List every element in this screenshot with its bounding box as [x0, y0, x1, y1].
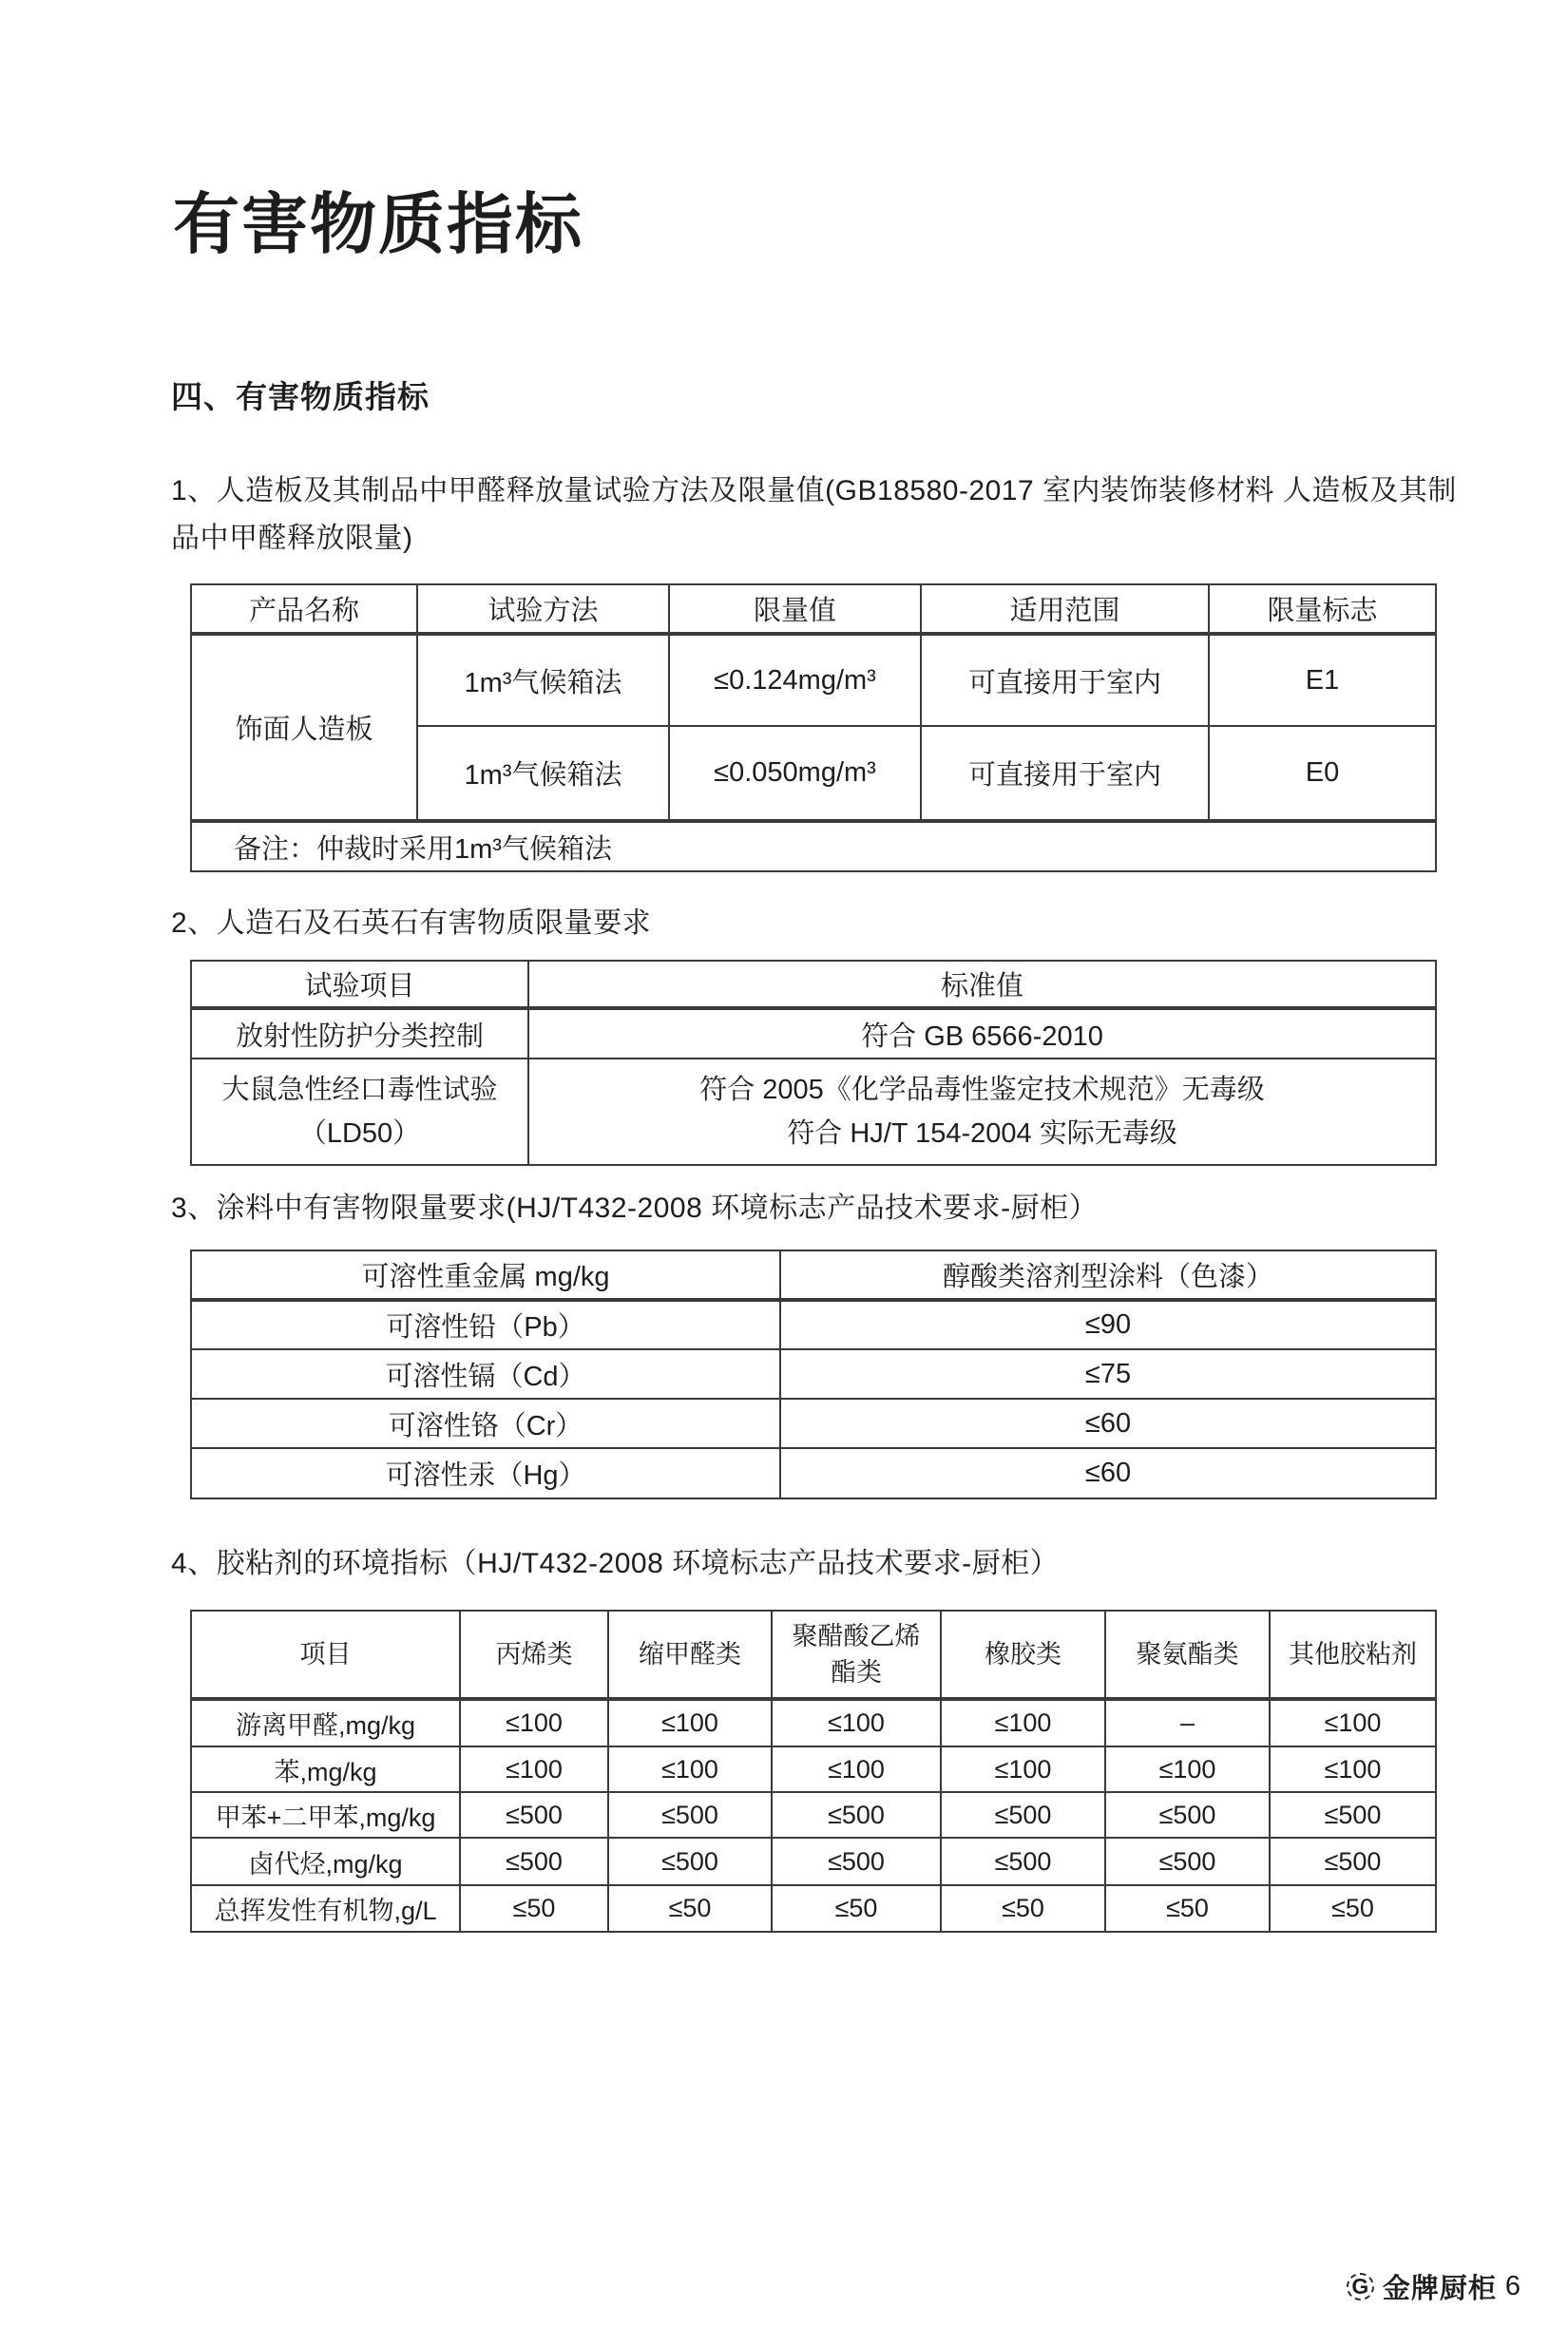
t4-cell: 游离甲醛,mg/kg	[191, 1699, 460, 1746]
t4-cell: ≤100	[1270, 1746, 1436, 1792]
t3-header-paint: 醇酸类溶剂型涂料（色漆）	[780, 1250, 1436, 1300]
stone-limits-table	[190, 960, 1437, 1166]
t4-cell: ≤50	[460, 1885, 608, 1932]
page-title: 有害物质指标	[173, 187, 583, 261]
t4-cell: 卤代烃,mg/kg	[191, 1838, 460, 1885]
section-heading: 四、有害物质指标	[171, 379, 430, 414]
t4-cell: ≤100	[460, 1746, 608, 1792]
t4-cell: ≤100	[941, 1699, 1105, 1746]
t1-note-row	[191, 821, 1436, 871]
t4-cell: ≤100	[608, 1699, 772, 1746]
t1-cell-method-1: 1m³气候箱法	[417, 634, 669, 726]
t3-cell-cr-value: ≤60	[780, 1399, 1436, 1448]
t1-header-scope: 适用范围	[921, 584, 1209, 634]
t4-cell: ≤50	[1105, 1885, 1270, 1932]
t4-cell: ≤500	[772, 1792, 941, 1838]
t4-cell: ≤100	[941, 1746, 1105, 1792]
t2-cell-toxicity-value	[528, 1059, 1436, 1165]
t3-row-hg	[191, 1448, 1436, 1498]
page-number: 6	[1504, 2271, 1520, 2301]
t1-cell-limit-1: ≤0.124mg/m³	[669, 634, 921, 726]
t3-cell-cd-name: 可溶性镉（Cd）	[191, 1349, 780, 1399]
t4-cell: ≤500	[1105, 1838, 1270, 1885]
item3-heading: 3、涂料中有害物限量要求(HJ/T432-2008 环境标志产品技术要求-厨柜）	[171, 1193, 1099, 1224]
t4-cell: ≤100	[1105, 1746, 1270, 1792]
t4-cell: ≤50	[1270, 1885, 1436, 1932]
t4-header-pva: 聚醋酸乙烯酯类	[772, 1611, 941, 1699]
t2-toxicity-name-line2: （LD50）	[298, 1118, 421, 1149]
t2-cell-toxicity-name	[191, 1059, 528, 1165]
t4-cell: ≤500	[460, 1838, 608, 1885]
t4-header-item: 项目	[191, 1611, 460, 1699]
page-footer	[1347, 2267, 1520, 2306]
t4-cell: 甲苯+二甲苯,mg/kg	[191, 1792, 460, 1838]
t4-row-formaldehyde	[191, 1699, 1436, 1746]
t4-cell: ≤500	[1105, 1792, 1270, 1838]
t4-cell: –	[1105, 1699, 1270, 1746]
t4-cell: ≤50	[941, 1885, 1105, 1932]
t1-header-limit: 限量值	[669, 584, 921, 634]
t3-cell-cr-name: 可溶性铬（Cr）	[191, 1399, 780, 1448]
t3-row-cr	[191, 1399, 1436, 1448]
t4-header-row	[191, 1611, 1436, 1699]
t4-cell: ≤500	[460, 1792, 608, 1838]
t4-cell: ≤100	[772, 1699, 941, 1746]
t4-cell: ≤500	[941, 1792, 1105, 1838]
t3-cell-hg-value: ≤60	[780, 1448, 1436, 1498]
brand-name: 金牌厨柜	[1382, 2274, 1497, 2304]
t2-header-item: 试验项目	[191, 961, 528, 1008]
t1-header-product: 产品名称	[191, 584, 417, 634]
t4-cell: ≤500	[1270, 1838, 1436, 1885]
t4-row-toluene	[191, 1792, 1436, 1838]
brand-logo-letter: G	[1351, 2274, 1369, 2299]
t4-cell: ≤500	[608, 1838, 772, 1885]
t1-cell-mark-1: E1	[1209, 634, 1436, 726]
t3-row-cd	[191, 1349, 1436, 1399]
t2-toxicity-value-line1: 符合 2005《化学品毒性鉴定技术规范》无毒级	[699, 1075, 1265, 1105]
t4-cell: ≤100	[772, 1746, 941, 1792]
t4-cell: 总挥发性有机物,g/L	[191, 1885, 460, 1932]
t3-header-row	[191, 1250, 1436, 1300]
t2-header-standard: 标准值	[528, 961, 1436, 1008]
t1-cell-mark-2: E0	[1209, 726, 1436, 821]
item2-heading: 2、人造石及石英石有害物质限量要求	[171, 907, 652, 939]
t1-cell-method-2: 1m³气候箱法	[417, 726, 669, 821]
t4-cell: ≤100	[1270, 1699, 1436, 1746]
t4-cell: ≤100	[460, 1699, 608, 1746]
t4-cell: ≤500	[608, 1792, 772, 1838]
t1-header-mark: 限量标志	[1209, 584, 1436, 634]
t4-header-acrylic: 丙烯类	[460, 1611, 608, 1699]
formaldehyde-limits-table	[190, 583, 1437, 872]
coating-limits-table	[190, 1250, 1437, 1499]
t1-header-row	[191, 584, 1436, 634]
adhesive-limits-table	[190, 1610, 1437, 1933]
t3-header-metal: 可溶性重金属 mg/kg	[191, 1250, 780, 1300]
brand-logo-icon	[1347, 2273, 1374, 2300]
t4-header-formal: 缩甲醛类	[608, 1611, 772, 1699]
t3-row-pb	[191, 1300, 1436, 1349]
t2-cell-radiation-value: 符合 GB 6566-2010	[528, 1008, 1436, 1059]
item4-heading: 4、胶粘剂的环境指标（HJ/T432-2008 环境标志产品技术要求-厨柜）	[171, 1548, 1060, 1579]
t4-cell: ≤500	[772, 1838, 941, 1885]
item1-heading: 1、人造板及其制品中甲醛释放量试验方法及限量值(GB18580-2017 室内装饰装修材料 人造板及其制品中甲醛释放限量)	[171, 475, 1457, 554]
t2-toxicity-value-line2: 符合 HJ/T 154-2004 实际无毒级	[787, 1118, 1177, 1149]
t2-row-radiation	[191, 1008, 1436, 1059]
t1-cell-limit-2: ≤0.050mg/m³	[669, 726, 921, 821]
t2-cell-radiation-name: 放射性防护分类控制	[191, 1008, 528, 1059]
t2-toxicity-name-line1: 大鼠急性经口毒性试验	[221, 1075, 498, 1105]
t3-cell-hg-name: 可溶性汞（Hg）	[191, 1448, 780, 1498]
t1-row-e1	[191, 634, 1436, 726]
t2-row-toxicity	[191, 1059, 1436, 1165]
t4-header-other: 其他胶粘剂	[1270, 1611, 1436, 1699]
t4-cell: 苯,mg/kg	[191, 1746, 460, 1792]
t3-cell-cd-value: ≤75	[780, 1349, 1436, 1399]
t4-cell: ≤50	[772, 1885, 941, 1932]
t4-cell: ≤500	[941, 1838, 1105, 1885]
t1-note-cell: 备注：仲裁时采用1m³气候箱法	[191, 821, 1436, 871]
t4-row-halohydrocarbon	[191, 1838, 1436, 1885]
t1-cell-scope-2: 可直接用于室内	[921, 726, 1209, 821]
t4-row-benzene	[191, 1746, 1436, 1792]
t1-cell-scope-1: 可直接用于室内	[921, 634, 1209, 726]
t4-header-rubber: 橡胶类	[941, 1611, 1105, 1699]
t4-header-pu: 聚氨酯类	[1105, 1611, 1270, 1699]
t4-row-tvoc	[191, 1885, 1436, 1932]
t3-cell-pb-name: 可溶性铅（Pb）	[191, 1300, 780, 1349]
t4-cell: ≤50	[608, 1885, 772, 1932]
t1-product-cell: 饰面人造板	[191, 634, 417, 821]
t4-cell: ≤100	[608, 1746, 772, 1792]
t2-header-row	[191, 961, 1436, 1008]
t4-cell: ≤500	[1270, 1792, 1436, 1838]
t1-header-method: 试验方法	[417, 584, 669, 634]
t3-cell-pb-value: ≤90	[780, 1300, 1436, 1349]
